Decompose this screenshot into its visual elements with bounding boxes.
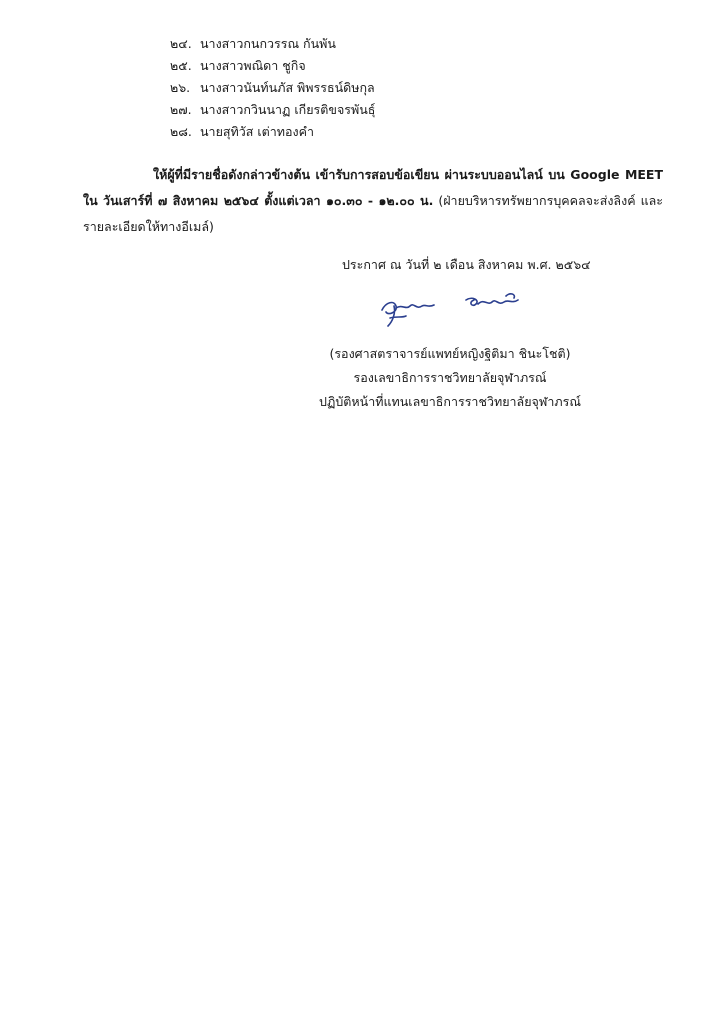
notice-note-text: (ฝ่ายบริหารทรัพยากรบุคคลจะส่งลิงค์ และรายละเอียดให้ทางอีเมล์) — [83, 193, 664, 234]
item-number: ๒๔. — [170, 36, 192, 51]
list-item — [170, 99, 375, 121]
item-number: ๒๕. — [170, 58, 192, 73]
item-number: ๒๖. — [170, 80, 191, 95]
list-item — [170, 121, 375, 143]
item-name: นางสาวกวินนาฏ เกียรติขจรพันธุ์ — [200, 102, 376, 117]
item-number: ๒๘. — [170, 124, 192, 139]
item-name: นางสาวพณิดา ชูกิจ — [200, 58, 306, 73]
item-name: นางสาวกนกวรรณ กันพัน — [200, 36, 336, 51]
list-item — [170, 33, 375, 55]
list-item — [170, 55, 375, 77]
signer-name: (รองศาสตราจารย์แพทย์หญิงฐิติมา ชินะโชติ) — [329, 346, 571, 361]
item-number: ๒๗. — [170, 102, 192, 117]
signer-block — [300, 342, 600, 414]
announcement-date: ประกาศ ณ วันที่ ๒ เดือน สิงหาคม พ.ศ. ๒๕๖๔ — [342, 257, 591, 272]
signer-acting-position: ปฏิบัติหน้าที่แทนเลขาธิการราชวิทยาลัยจุฬาภรณ์ — [319, 394, 581, 409]
item-name: นายสุทิวัส เต่าทองคำ — [200, 124, 315, 139]
list-item — [170, 77, 375, 99]
name-list — [170, 33, 375, 143]
exam-notice-paragraph — [83, 162, 663, 240]
notice-bold-text: ให้ผู้ที่มีรายชื่อดังกล่าวข้างต้น เข้ารับการสอบข้อเขียน ผ่านระบบออนไลน์ บน Google MEET ใน วันเสาร์ที่ ๗ สิงหาคม ๒๕๖๔ ตั้งแต่เวลา ๑๐.๓๐ - ๑๒.๐๐ น. — [83, 167, 663, 208]
handwritten-signature — [376, 288, 536, 330]
item-name: นางสาวนันท์นภัส พิพรรธน์ดิษกุล — [200, 80, 375, 95]
signer-position: รองเลขาธิการราชวิทยาลัยจุฬาภรณ์ — [353, 370, 547, 385]
